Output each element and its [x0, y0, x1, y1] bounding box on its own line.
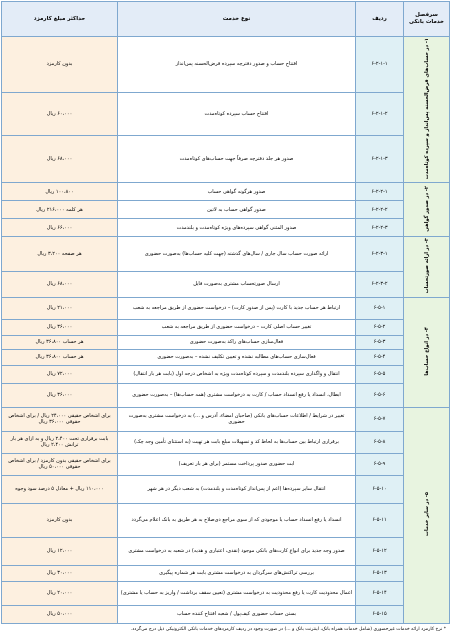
- row-service: صدور گواهی حساب به لاتین: [118, 201, 356, 219]
- table-row: [2, 349, 450, 365]
- table-row: [2, 407, 450, 431]
- row-code: ۶-۵-۱۴: [356, 581, 404, 605]
- row-fee: ۶۰،۰۰۰ ریال: [2, 92, 118, 135]
- table-row: [2, 475, 450, 503]
- row-service: صدور وجه جدید برای انواع کارت‌های بانکی موجود (نقدی، اعتباری و هدیه) در شعبه به درخواست مشتری: [118, 537, 356, 565]
- row-code: ۶-۵-۱۱: [356, 503, 404, 537]
- row-service: تغییر حساب اصلی کارت – درخواست حضوری از طریق مراجعه به شعب: [118, 319, 356, 335]
- row-fee: ۷۲،۰۰۰ ریال: [2, 365, 118, 383]
- row-fee: بدون کارمزد: [2, 503, 118, 537]
- fee-table-body: [2, 37, 450, 624]
- row-fee: هر حساب ۳۶،۸۰۰ ریال: [2, 335, 118, 349]
- group-label: [404, 407, 450, 623]
- row-code: ۶-۵-۴: [356, 349, 404, 365]
- table-row: [2, 297, 450, 319]
- row-code: ۶-۲-۱-۳: [356, 135, 404, 182]
- row-fee: ۱۰۰،۸۰۰ ریال: [2, 183, 118, 201]
- row-code: ۶-۲-۱-۲: [356, 92, 404, 135]
- table-row: [2, 37, 450, 93]
- row-service: بررسی تراکنش‌های سرگردان به درخواست مشتری بابت هر شماره پیگیری: [118, 565, 356, 581]
- group-label-text: ۲- در صدور گواهی: [423, 185, 430, 232]
- group-label-text: ۴- در انواع حساب‌ها: [423, 326, 430, 376]
- header-fee: حداکثر مبلغ کارمزد: [2, 2, 118, 37]
- table-row: [2, 92, 450, 135]
- row-code: ۶-۲-۳-۱: [356, 237, 404, 272]
- row-service: افتتاح حساب سپرده کوتاه‌مدت: [118, 92, 356, 135]
- row-fee: هر صفحه ۳،۲۰۰ ریال: [2, 237, 118, 272]
- row-service: تغییر در شرایط / اطلاعات حساب‌های بانکی (صاحبان امضاء، آدرس و ...) به درخواست مشتری به‌صورت حضوری: [118, 407, 356, 431]
- row-fee: بابت برقراری تحت ۲،۴۰۰ ریال و به ازای هر بار ترانش ۲،۴۰۰ ریال: [2, 431, 118, 453]
- table-row: [2, 135, 450, 182]
- row-code: ۶-۲-۲-۱: [356, 183, 404, 201]
- row-code: ۶-۵-۱۳: [356, 565, 404, 581]
- row-service: صدور المثنی گواهی سپرده‌های ویژه کوتاه‌مدت و بلندمدت: [118, 219, 356, 237]
- row-service: فعال‌سازی حساب‌های راکد به‌صورت حضوری: [118, 335, 356, 349]
- row-code: ۶-۵-۱۲: [356, 537, 404, 565]
- group-label: [404, 297, 450, 407]
- row-code: ۶-۵-۱: [356, 297, 404, 319]
- row-fee: ۳۶،۰۰۰ ریال: [2, 383, 118, 407]
- table-row: [2, 503, 450, 537]
- row-fee: ۱۲،۰۰۰ ریال: [2, 537, 118, 565]
- row-service: انتقال سایر سپرده‌ها (اعم از پس‌انداز کوتاه‌مدت و بلندمدت) به شعب دیگر در هر شهر: [118, 475, 356, 503]
- row-fee: هر کلمه ۲۱۶،۰۰۰ ریال: [2, 201, 118, 219]
- row-code: ۶-۲-۲-۲: [356, 201, 404, 219]
- table-row: [2, 383, 450, 407]
- row-code: ۶-۲-۳-۲: [356, 272, 404, 297]
- table-row: [2, 537, 450, 565]
- row-code: ۶-۵-۱۵: [356, 605, 404, 623]
- row-service: برقراری ارتباط بین حساب‌ها به لحاظ کد و تسهیلات مبلغ بابت هر تهیت (به استثنای تأمین وجه چک): [118, 431, 356, 453]
- group-label: [404, 237, 450, 297]
- header-service: نوع خدمت: [118, 2, 356, 37]
- row-code: ۶-۵-۳: [356, 335, 404, 349]
- row-service: انسداد یا رفع انسداد حساب یا موجودی که از سوی مراجع ذی‌صلاح به هر طریق به بانک اعلام می‌گردد: [118, 503, 356, 537]
- header-code: ردیف: [356, 2, 404, 37]
- table-row: [2, 319, 450, 335]
- table-row: [2, 453, 450, 475]
- row-fee: ۵۰،۰۰۰ ریال: [2, 605, 118, 623]
- row-fee: برای اشخاص حقیقی بدون کارمزد / برای اشخاص حقوقی ۵۰،۰۰۰ ریال: [2, 453, 118, 475]
- row-service: ابت حضوری صدور پرداخت مستمر (برای هر بار تعریف): [118, 453, 356, 475]
- row-service: اعمال محدودیت کارت یا رفع محدودیت به درخواست مشتری (تعیین سقف برداشت / واریز به حساب یا مشتری): [118, 581, 356, 605]
- row-service: صدور هرگونه گواهی حساب: [118, 183, 356, 201]
- row-service: ابطال، انسداد یا رفع انسداد حساب / کارت به درخواست مشتری (همه حساب‌ها) – به‌صورت حضوری: [118, 383, 356, 407]
- table-row: [2, 605, 450, 623]
- table-row: [2, 581, 450, 605]
- fee-table: [1, 1, 450, 624]
- group-label-text: ۳- در ارائه صورتحساب: [423, 238, 430, 294]
- header-group: سرفصل خدمات بانکی: [404, 2, 450, 37]
- row-service: فعال‌سازی حساب‌های مطالبه نشده و تعیین تکلیف نشده – به‌صورت حضوری: [118, 349, 356, 365]
- table-row: [2, 237, 450, 272]
- row-fee: ۲۰،۰۰۰ ریال: [2, 581, 118, 605]
- row-service: ارسال صورتحساب مشتری به‌صورت فایل: [118, 272, 356, 297]
- row-code: ۶-۵-۶: [356, 383, 404, 407]
- row-code: ۶-۵-۱۰: [356, 475, 404, 503]
- table-row: [2, 183, 450, 201]
- row-fee: برای اشخاص حقیقی ۲۴،۰۰۰ ریال / برای اشخاص حقوقی ۳۶،۰۰۰ ریال: [2, 407, 118, 431]
- row-fee: ۶۸،۰۰۰ ریال: [2, 135, 118, 182]
- table-row: [2, 219, 450, 237]
- table-row: [2, 272, 450, 297]
- group-label-text: ۱- در حساب‌های قرض‌الحسنه پس‌انداز و سپرده کوتاه‌مدت: [423, 38, 430, 180]
- group-label: [404, 183, 450, 237]
- row-code: ۶-۲-۲-۳: [356, 219, 404, 237]
- row-code: ۶-۵-۸: [356, 431, 404, 453]
- table-row: [2, 365, 450, 383]
- row-fee: بدون کارمزد: [2, 37, 118, 93]
- row-service: بستن حساب حضوری کیف‌پول / شعبه افتتاح کننده حساب: [118, 605, 356, 623]
- table-row: [2, 201, 450, 219]
- row-fee: ۳۰،۰۰۰ ریال: [2, 565, 118, 581]
- footnote: * نرخ کارمزد ارائه خدمات غیرحضوری (شامل خدمات همراه بانک، اینترنت بانک و ...) در صورت وجود در ردیف کارمزدهای خدمات بانکی الکترونیکی ذیل درج می‌گردد.: [130, 626, 446, 632]
- row-fee: هر حساب ۳۶،۸۰۰ ریال: [2, 349, 118, 365]
- group-label-text: ۵- در سایر خدمات: [423, 492, 430, 537]
- row-code: ۶-۲-۱-۱: [356, 37, 404, 93]
- row-fee: ۳۶،۰۰۰ ریال: [2, 319, 118, 335]
- row-fee: ۶۶،۰۰۰ ریال: [2, 219, 118, 237]
- row-code: ۶-۵-۹: [356, 453, 404, 475]
- row-service: ارائه صورت حساب سال جاری / سال‌های گذشته (جهت کلیه حساب‌ها) به‌صورت حضوری: [118, 237, 356, 272]
- row-fee: ۶۸،۰۰۰ ریال: [2, 272, 118, 297]
- table-row: [2, 565, 450, 581]
- row-service: افتتاح حساب و صدور دفترچه سپرده قرض‌الحسنه پس‌انداز: [118, 37, 356, 93]
- row-fee: ۱۱۰،۰۰۰ ریال + معادل ۵ درصد سود وجوه: [2, 475, 118, 503]
- group-label: [404, 37, 450, 183]
- row-code: ۶-۵-۲: [356, 319, 404, 335]
- row-service: ارتباط هر حساب جدید با کارت (پس از صدور کارت) – درخواست حضوری از طریق مراجعه به شعب: [118, 297, 356, 319]
- row-code: ۶-۵-۵: [356, 365, 404, 383]
- row-fee: ۲۱،۰۰۰ ریال: [2, 297, 118, 319]
- row-service: صدور هر جلد دفترچه صرفاً جهت حساب‌های کوتاه‌مدت: [118, 135, 356, 182]
- table-row: [2, 335, 450, 349]
- header-row: [2, 2, 450, 37]
- row-service: انتقال و واگذاری سپرده بلندمدت و سپرده کوتاه‌مدت ویژه به اشخاص درجه اول (بابت هر بار انتقال): [118, 365, 356, 383]
- table-row: [2, 431, 450, 453]
- row-code: ۶-۵-۷: [356, 407, 404, 431]
